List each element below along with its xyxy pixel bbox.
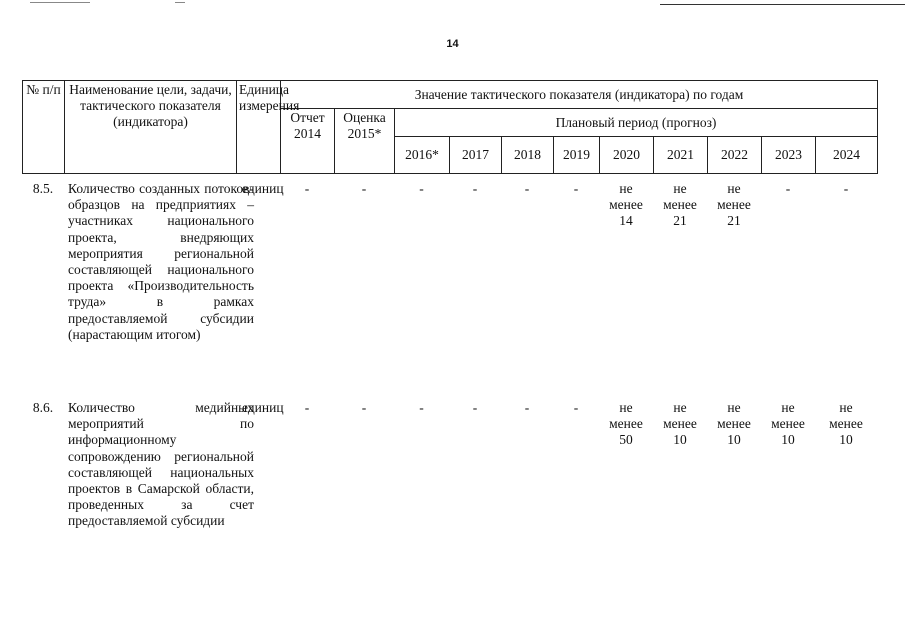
value-cell <box>501 181 553 197</box>
value-text: 10 <box>839 432 853 448</box>
value-text: - <box>472 400 478 415</box>
value-text: не <box>619 181 633 196</box>
value-text: - <box>573 181 579 196</box>
header-year: 2018 <box>502 137 554 174</box>
value-cell <box>653 181 707 230</box>
value-cell <box>394 181 449 197</box>
header-year: 2016* <box>395 137 450 174</box>
value-cell <box>501 400 553 416</box>
value-text: - <box>524 181 530 196</box>
value-text: 50 <box>619 432 633 448</box>
value-text: менее <box>717 197 751 213</box>
value-text: менее <box>771 416 805 432</box>
header-num: № п/п <box>23 81 65 174</box>
value-text: менее <box>829 416 863 432</box>
header-year: 2022 <box>708 137 762 174</box>
indicator-table-header <box>22 80 878 174</box>
value-cell <box>334 181 394 197</box>
header-year: 2024 <box>816 137 878 174</box>
value-cell <box>553 400 599 416</box>
value-text: 10 <box>673 432 687 448</box>
header-unit: Единица измерения <box>237 81 281 174</box>
header-plan: Плановый период (прогноз) <box>395 109 878 137</box>
header-year: 2017 <box>450 137 502 174</box>
value-text: не <box>673 400 687 415</box>
value-cell <box>599 181 653 230</box>
page-number: 14 <box>446 38 459 50</box>
value-text: не <box>781 400 795 415</box>
value-text: 14 <box>619 213 633 229</box>
value-text: 10 <box>781 432 795 448</box>
header-year: 2020 <box>600 137 654 174</box>
value-text: не <box>839 400 853 415</box>
value-text: 21 <box>727 213 741 229</box>
value-text: - <box>361 400 367 415</box>
value-cell <box>394 400 449 416</box>
header-year: 2019 <box>554 137 600 174</box>
value-cell <box>815 181 877 197</box>
header-year: 2021 <box>654 137 708 174</box>
value-cell <box>707 181 761 230</box>
value-text: менее <box>609 197 643 213</box>
value-text: не <box>727 181 741 196</box>
value-text: - <box>573 400 579 415</box>
value-cell <box>761 400 815 449</box>
header-values: Значение тактического показателя (индикатора) по годам <box>281 81 878 109</box>
value-cell <box>449 400 501 416</box>
value-text: не <box>619 400 633 415</box>
value-cell <box>449 181 501 197</box>
value-cell <box>280 400 334 416</box>
value-cell <box>707 400 761 449</box>
value-cell <box>334 400 394 416</box>
value-text: - <box>785 181 791 196</box>
unit-of-measure: единиц <box>242 400 284 415</box>
value-text: - <box>304 400 310 415</box>
scan-artifact <box>30 2 90 3</box>
value-text: менее <box>663 416 697 432</box>
value-text: - <box>419 400 424 415</box>
scan-artifact <box>660 4 905 5</box>
value-text: 10 <box>727 432 741 448</box>
value-cell <box>815 400 877 449</box>
value-text: не <box>727 400 741 415</box>
value-text: менее <box>663 197 697 213</box>
value-text: - <box>361 181 367 196</box>
value-cell <box>653 400 707 449</box>
unit-of-measure: единиц <box>242 181 284 196</box>
value-text: - <box>472 181 478 196</box>
indicator-name: Количество медийных мероприятий по информационному сопровождению региональной составляющей национальных проектов в Самарской области, проведенных за счет предоставляемой субсидии <box>68 400 254 529</box>
row-number: 8.6. <box>32 400 54 415</box>
value-text: - <box>304 181 310 196</box>
value-text: - <box>419 181 424 196</box>
value-cell <box>280 181 334 197</box>
value-cell <box>761 181 815 197</box>
header-name: Наименование цели, задачи, тактического показателя (индикатора) <box>65 81 237 174</box>
value-text: не <box>673 181 687 196</box>
value-text: - <box>524 400 530 415</box>
indicator-name: Количество созданных потоков-образцов на предприятиях – участниках национального проекта, внедряющих мероприятия региональной составляющей национального проекта «Производительность труда» в рамках предоставляемой субсидии (нарастающим итогом) <box>68 181 254 342</box>
header-year: 2023 <box>762 137 816 174</box>
value-text: менее <box>717 416 751 432</box>
value-cell <box>599 400 653 449</box>
row-number: 8.5. <box>32 181 54 196</box>
value-text: менее <box>609 416 643 432</box>
value-text: 21 <box>673 213 687 229</box>
header-report: Отчет 2014 <box>281 109 335 174</box>
scan-artifact <box>175 2 185 3</box>
value-text: - <box>843 181 849 196</box>
value-cell <box>553 181 599 197</box>
header-estimate: Оценка 2015* <box>335 109 395 174</box>
